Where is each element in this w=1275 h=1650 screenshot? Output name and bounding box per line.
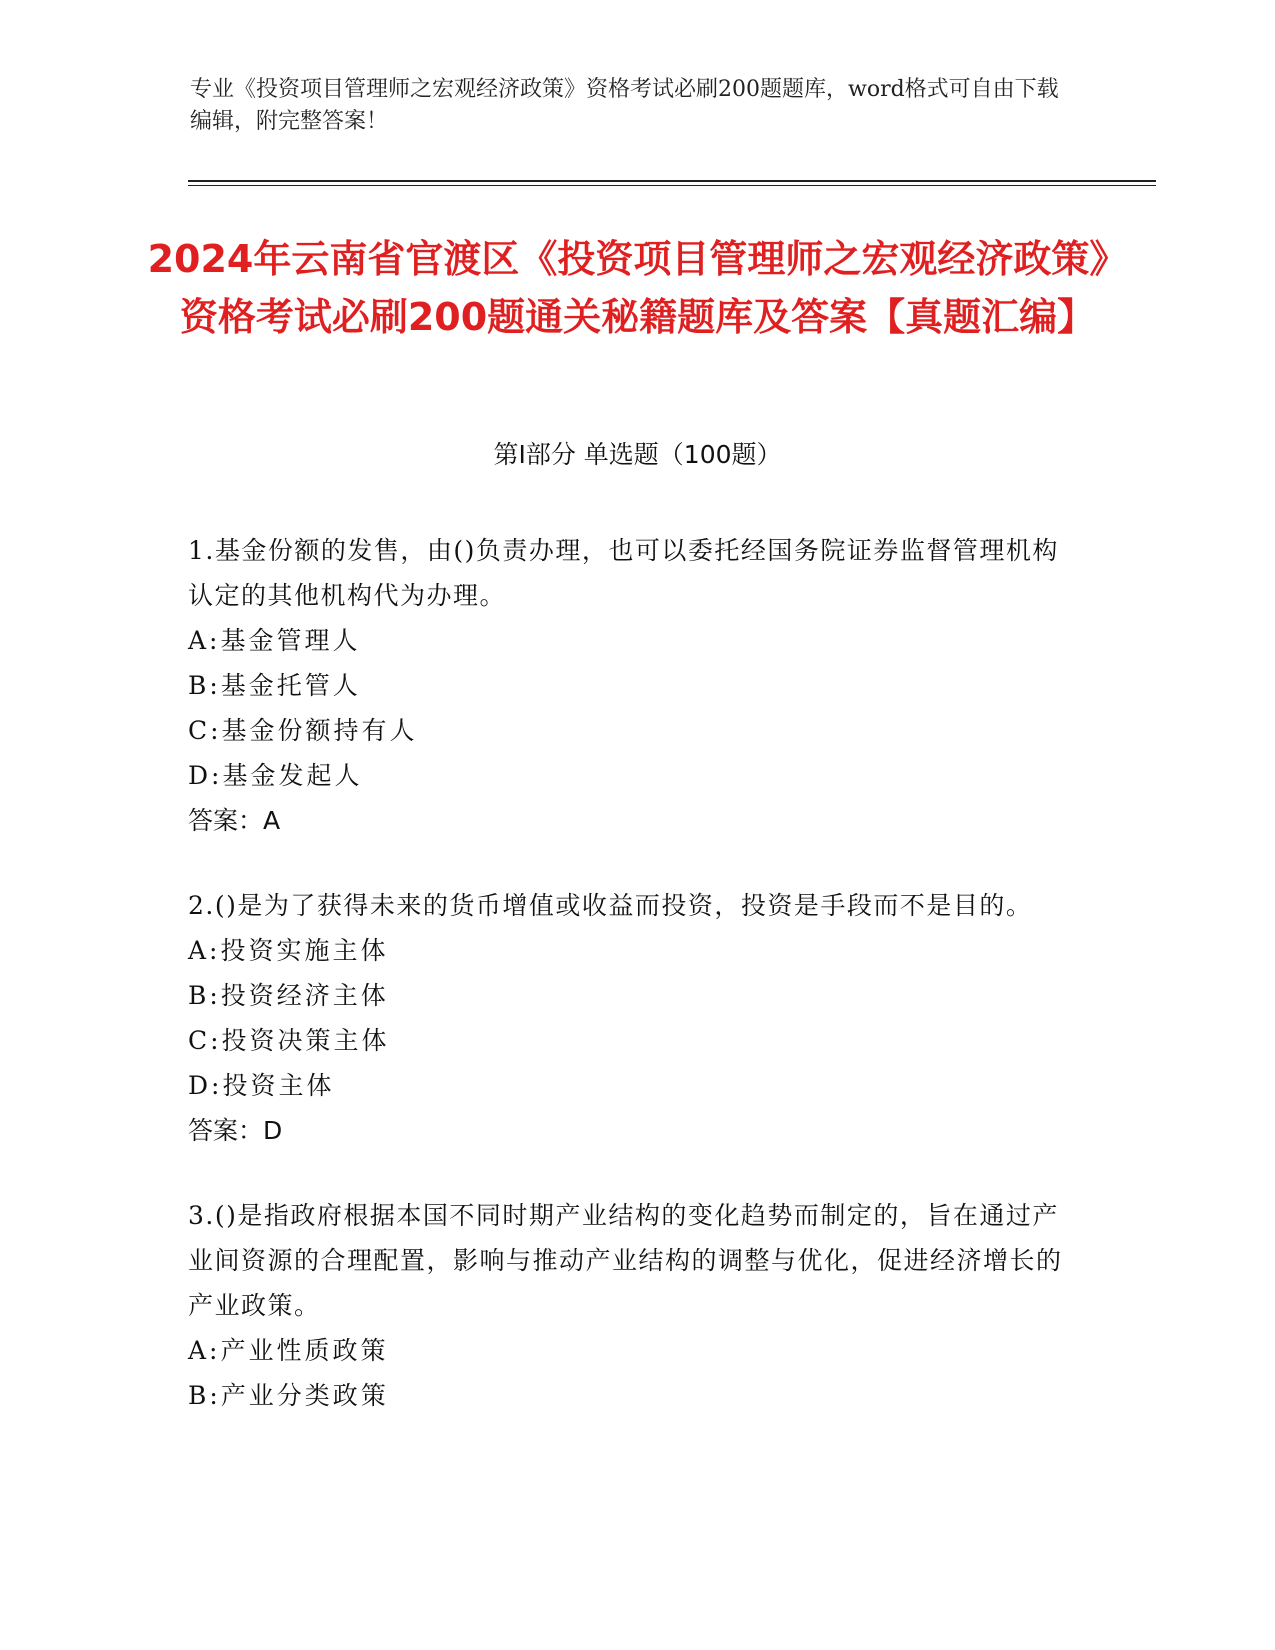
question-stem: 3.()是指政府根据本国不同时期产业结构的变化趋势而制定的，旨在通过产业间资源的合理配置，影响与推动产业结构的调整与优化，促进经济增长的产业政策。 bbox=[188, 1201, 1063, 1320]
option-b: B:投资经济主体 bbox=[188, 981, 389, 1010]
header-divider-thick bbox=[188, 180, 1156, 182]
option-a: A:基金管理人 bbox=[188, 626, 361, 655]
document-title: 2024年云南省官渡区《投资项目管理师之宏观经济政策》资格考试必刷200题通关秘籍题库及答案【真题汇编】 bbox=[147, 237, 1128, 339]
option-b: B:产业分类政策 bbox=[188, 1381, 389, 1410]
question-stem: 2.()是为了获得未来的货币增值或收益而投资，投资是手段而不是目的。 bbox=[188, 891, 1033, 920]
question-3 bbox=[188, 1193, 1068, 1418]
header-note: 专业《投资项目管理师之宏观经济政策》资格考试必刷200题题库，word格式可自由下载编辑，附完整答案！ bbox=[190, 77, 1059, 134]
header-divider-thin bbox=[188, 185, 1156, 186]
answer: 答案：A bbox=[188, 806, 281, 835]
option-d: D:基金发起人 bbox=[188, 761, 363, 790]
question-1 bbox=[188, 528, 1068, 843]
question-stem: 1.基金份额的发售，由()负责办理，也可以委托经国务院证券监督管理机构认定的其他机构代为办理。 bbox=[188, 536, 1059, 610]
question-2 bbox=[188, 883, 1068, 1153]
option-a: A:产业性质政策 bbox=[188, 1336, 389, 1365]
option-c: C:投资决策主体 bbox=[188, 1026, 390, 1055]
answer: 答案：D bbox=[188, 1116, 283, 1145]
option-c: C:基金份额持有人 bbox=[188, 716, 418, 745]
option-d: D:投资主体 bbox=[188, 1071, 335, 1100]
option-a: A:投资实施主体 bbox=[188, 936, 389, 965]
section-title: 第Ⅰ部分 单选题（100题） bbox=[493, 440, 782, 469]
option-b: B:基金托管人 bbox=[188, 671, 361, 700]
question-list bbox=[188, 528, 1068, 1458]
